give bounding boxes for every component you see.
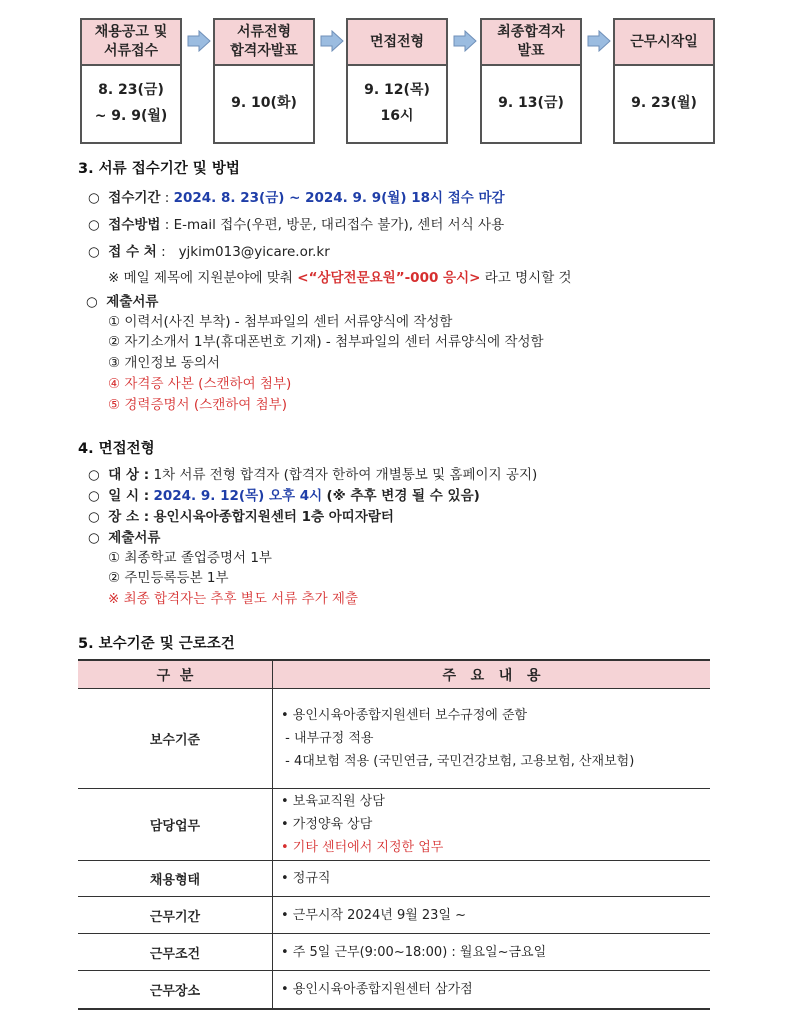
final-note: ※ 최종 합격자는 추후 별도 서류 추가 제출: [108, 591, 359, 607]
table-row: [78, 934, 710, 971]
doc-item: ② 자기소개서 1부(휴대폰번호 기재) - 첨부파일의 센터 서류양식에 작성함: [108, 334, 544, 350]
doc-item: ④ 자격증 사본 (스캔하여 첨부): [108, 376, 292, 392]
note-highlight: <“상담전문요원”-000 응시>: [297, 270, 481, 286]
schedule-flow: [80, 18, 715, 146]
circle-bullet-icon: ○: [88, 217, 100, 233]
value-line: • 가정양육 상담: [281, 817, 373, 832]
circle-bullet-icon: ○: [88, 244, 100, 260]
doc-item: ① 최종학교 졸업증명서 1부: [108, 550, 272, 566]
value-line: - 내부규정 적용: [281, 731, 374, 746]
row-key: 보수기준: [78, 689, 273, 789]
method-label: 접수방법: [108, 217, 161, 233]
method-value: E-mail 접수(우편, 방문, 대리접수 불가), 센터 서식 사용: [173, 217, 505, 233]
flow-stage-date: 9. 13(금): [480, 64, 582, 144]
section-3-title: 3. 서류 접수기간 및 방법: [78, 161, 240, 177]
row-key: 근무기간: [78, 897, 273, 934]
table-row: [78, 689, 710, 789]
method-line: ○ 접수방법 : E-mail 접수(우편, 방문, 대리접수 불가), 센터 서식 사용: [88, 217, 505, 233]
date-label: 일 시 :: [108, 488, 150, 504]
flow-stage-date: 9. 10(화): [213, 64, 315, 144]
target-value: 1차 서류 전형 합격자 (합격자 한하여 개별통보 및 홈페이지 공지): [153, 467, 538, 483]
circle-bullet-icon: ○: [88, 509, 100, 525]
flow-stage-application: [80, 18, 182, 146]
email-address[interactable]: yjkim013@yicare.or.kr: [178, 244, 330, 260]
date-note: (※ 추후 변경 될 수 있음): [326, 488, 480, 504]
interview-target-line: [88, 463, 537, 483]
flow-stage-start-date: [613, 18, 715, 146]
value-line: - 4대보험 적용 (국민연금, 국민건강보험, 고용보험, 산재보험): [281, 754, 635, 769]
table-row: [78, 897, 710, 934]
row-key: 채용형태: [78, 861, 273, 897]
flow-stage-date: 8. 23(금) ~ 9. 9(월): [80, 64, 182, 144]
value-line: • 기타 센터에서 지정한 업무: [281, 840, 444, 855]
interview-date-line: [88, 484, 480, 504]
table-header-row: [78, 660, 710, 689]
interview-place-line: [88, 505, 394, 525]
flow-stage-title: 최종합격자 발표: [480, 18, 582, 66]
section-4-title: 4. 면접전형: [78, 441, 155, 457]
docs-heading: [86, 290, 158, 310]
flow-stage-title: 채용공고 및 서류접수: [80, 18, 182, 66]
flow-stage-interview: [346, 18, 448, 146]
section-5-title: 5. 보수기준 및 근로조건: [78, 636, 235, 652]
period-value: 2024. 8. 23(금) ~ 2024. 9. 9(월) 18시 접수 마감: [173, 190, 505, 206]
conditions-table: [78, 659, 710, 1010]
circle-bullet-icon: ○: [86, 294, 98, 310]
arrow-right-icon: [320, 30, 344, 52]
place-label: 장 소 :: [108, 509, 150, 525]
flow-stage-title: 서류전형 합격자발표: [213, 18, 315, 66]
date-value: 2024. 9. 12(목) 오후 4시: [153, 488, 323, 504]
column-header: 구 분: [78, 660, 273, 689]
period-label: 접수기간: [108, 190, 161, 206]
doc-item: ③ 개인정보 동의서: [108, 355, 220, 371]
arrow-right-icon: [187, 30, 211, 52]
row-value: [273, 789, 711, 861]
flow-stage-title: 면접전형: [346, 18, 448, 66]
table-row: [78, 861, 710, 897]
table-row: [78, 971, 710, 1009]
flow-stage-title: 근무시작일: [613, 18, 715, 66]
mail-subject-note: [108, 266, 572, 286]
docs-label: 제출서류: [106, 294, 159, 310]
flow-stage-date: 9. 23(월): [613, 64, 715, 144]
doc-item: ② 주민등록등본 1부: [108, 570, 229, 586]
arrow-right-icon: [587, 30, 611, 52]
docs-label: 제출서류: [108, 530, 161, 546]
place-value: 용인시육아종합지원센터 1층 아띠자람터: [153, 509, 394, 525]
doc-item: ① 이력서(사진 부착) - 첨부파일의 센터 서류양식에 작성함: [108, 314, 453, 330]
row-key: 근무조건: [78, 934, 273, 971]
row-value: • 용인시육아종합지원센터 삼가점: [273, 971, 711, 1009]
circle-bullet-icon: ○: [88, 488, 100, 504]
interview-docs-heading: [88, 526, 160, 546]
row-value: • 정규직: [273, 861, 711, 897]
row-value: • 주 5일 근무(9:00~18:00) : 월요일~금요일: [273, 934, 711, 971]
arrow-right-icon: [453, 30, 477, 52]
row-key: 근무장소: [78, 971, 273, 1009]
flow-stage-final-result: [480, 18, 582, 146]
flow-stage-document-result: [213, 18, 315, 146]
circle-bullet-icon: ○: [88, 530, 100, 546]
circle-bullet-icon: ○: [88, 467, 100, 483]
address-line: ○ 접 수 처 : yjkim013@yicare.or.kr: [88, 244, 330, 260]
circle-bullet-icon: ○: [88, 190, 100, 206]
table-row: [78, 789, 710, 861]
row-value: • 근무시작 2024년 9월 23일 ~: [273, 897, 711, 934]
address-label: 접 수 처: [108, 244, 157, 260]
column-header: 주 요 내 용: [273, 660, 711, 689]
note-prefix: ※ 메일 제목에 지원분야에 맞춰: [108, 270, 298, 286]
row-key: 담당업무: [78, 789, 273, 861]
value-line: • 용인시육아종합지원센터 보수규정에 준함: [281, 708, 528, 723]
target-label: 대 상 :: [108, 467, 150, 483]
note-suffix: 라고 명시할 것: [480, 270, 572, 286]
doc-item: ⑤ 경력증명서 (스캔하여 첨부): [108, 397, 287, 413]
value-line: • 보육교직원 상담: [281, 794, 385, 809]
flow-stage-date: 9. 12(목) 16시: [346, 64, 448, 144]
row-value: [273, 689, 711, 789]
period-line: ○ 접수기간 : 2024. 8. 23(금) ~ 2024. 9. 9(월) 18시 접수 마감: [88, 190, 505, 206]
